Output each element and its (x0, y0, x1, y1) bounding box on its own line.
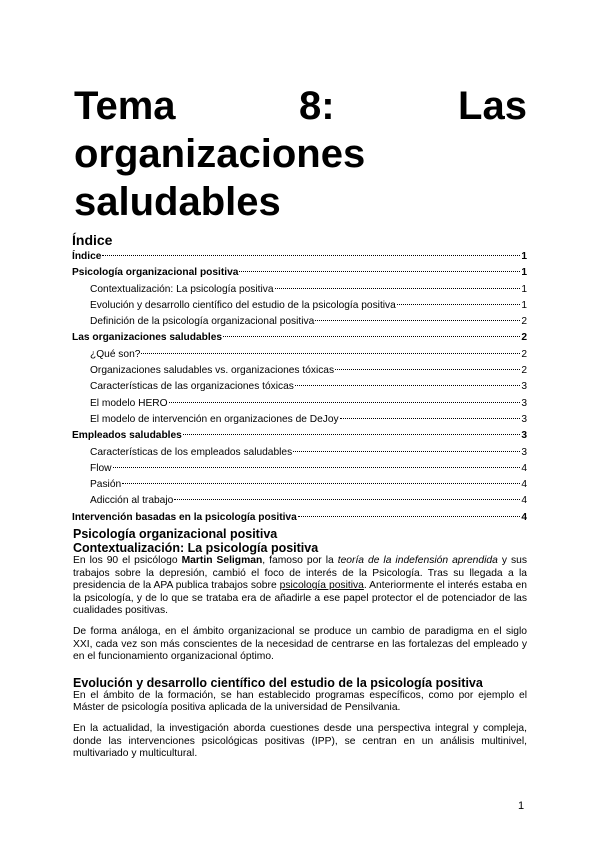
toc-entry-text: El modelo de intervención en organizaciones de DeJoy (90, 413, 339, 425)
toc-entry[interactable] (72, 249, 527, 265)
toc-entry-text: Características de los empleados saludables (90, 446, 293, 458)
toc-leader-dots (122, 483, 520, 484)
page-number: 1 (518, 800, 525, 812)
person-name: Martin Seligman (181, 555, 263, 566)
toc-page-number: 4 (521, 462, 527, 474)
toc-entry[interactable] (72, 282, 527, 298)
toc-entry-text: Contextualización: La psicología positiva (90, 283, 274, 295)
toc-entry[interactable] (72, 428, 527, 444)
toc-entry[interactable] (72, 396, 527, 412)
toc-page-number: 4 (521, 495, 527, 507)
toc-entry[interactable] (72, 477, 527, 493)
toc-entry[interactable] (72, 330, 527, 346)
toc-page-number: 3 (521, 397, 527, 409)
theory-name: teoría de la indefensión aprendida (337, 555, 498, 566)
paragraph: En el ámbito de la formación, se han establecido programas específicos, como por ejemplo el Máster de psicología positiva aplicada de la universidad de Pensilvania. (73, 689, 527, 714)
toc-entry[interactable] (72, 265, 527, 281)
toc-entry[interactable] (72, 445, 527, 461)
toc-entry-text: El modelo HERO (90, 397, 168, 409)
toc-leader-dots (275, 288, 521, 289)
index-heading: Índice (72, 232, 113, 248)
toc-leader-dots (397, 304, 521, 305)
document-title (74, 82, 527, 226)
toc-entry[interactable] (72, 493, 527, 509)
toc-page-number: 1 (521, 283, 527, 295)
toc-entry-text: Adicción al trabajo (90, 495, 174, 507)
toc-entry-text: Organizaciones saludables vs. organizaciones tóxicas (90, 365, 335, 377)
toc-entry-text: Pasión (90, 479, 122, 491)
toc-leader-dots (239, 271, 520, 272)
toc-entry-text: Psicología organizacional positiva (72, 267, 239, 279)
toc-leader-dots (295, 385, 520, 386)
title-word: 8: (299, 84, 335, 128)
toc-entry-text: Intervención basadas en la psicología positiva (72, 511, 297, 523)
paragraph: En los 90 el psicólogo Martin Seligman, famoso por la teoría de la indefensión aprendida y sus trabajos sobre la depresión, cambió el foco de interés de la Psicología. Tras su llegada a la presidencia de la APA publica trabajos sobre psicología positiva. Anteriormente el interés estaba en la psicología, y de lo que se trataba era de añadirle a ese papel protector el de potenciador de las cualidades positivas. (73, 555, 528, 617)
toc-entry-text: ¿Qué son? (90, 348, 141, 360)
paragraph: En la actualidad, la investigación aborda cuestiones desde una perspectiva integral y compleja, donde las intervenciones psicológicas positivas (IPP), se centran en un análisis multinivel, multivariado y multicultural. (73, 722, 527, 760)
title-word: Las (458, 84, 527, 128)
toc-leader-dots (183, 434, 520, 435)
title-line-3: saludables (74, 180, 281, 224)
toc-page-number: 2 (521, 316, 527, 328)
toc-entry[interactable] (72, 510, 527, 526)
toc-entry-text: Características de las organizaciones tóxicas (90, 381, 294, 393)
toc-page-number: 2 (521, 332, 527, 344)
toc-leader-dots (141, 353, 520, 354)
toc-page-number: 2 (521, 365, 527, 377)
title-word: Tema (74, 84, 176, 128)
toc-entry[interactable] (72, 461, 527, 477)
toc-leader-dots (102, 255, 520, 256)
section-heading: Psicología organizacional positiva (73, 527, 278, 541)
toc-leader-dots (223, 336, 520, 337)
toc-entry[interactable] (72, 412, 527, 428)
toc-entry[interactable] (72, 379, 527, 395)
toc-entry-text: Índice (72, 251, 102, 262)
toc-page-number: 4 (521, 511, 527, 523)
toc-leader-dots (113, 467, 521, 468)
toc-entry-text: Flow (90, 462, 112, 474)
toc-page-number: 3 (521, 381, 527, 393)
toc-page-number: 3 (521, 446, 527, 458)
table-of-contents (72, 249, 527, 526)
toc-page-number: 4 (521, 479, 527, 491)
toc-entry-text: Empleados saludables (72, 430, 182, 442)
toc-leader-dots (335, 369, 520, 370)
toc-entry-text: Las organizaciones saludables (72, 332, 223, 344)
paragraph: De forma análoga, en el ámbito organizacional se produce un cambio de paradigma en el siglo XXI, cada vez son más conscientes de la necesidad de centrarse en las fortalezas del empleado y en el funcionamiento organizacional óptimo. (73, 625, 527, 663)
toc-entry[interactable] (72, 347, 527, 363)
toc-leader-dots (293, 451, 520, 452)
toc-entry-text: Definición de la psicología organizacional positiva (90, 316, 315, 328)
subsection-heading: Contextualización: La psicología positiva (73, 541, 319, 555)
toc-leader-dots (298, 516, 521, 517)
toc-page-number: 1 (521, 299, 527, 311)
subsection-heading: Evolución y desarrollo científico del estudio de la psicología positiva (73, 675, 483, 690)
toc-page-number: 1 (521, 267, 527, 279)
title-line-1 (74, 82, 527, 130)
title-line-2: organizaciones (74, 132, 366, 176)
underlined-term: psicología positiva (279, 580, 364, 592)
toc-entry[interactable] (72, 298, 527, 314)
toc-leader-dots (174, 499, 520, 500)
toc-entry[interactable] (72, 314, 527, 330)
toc-leader-dots (340, 418, 521, 419)
toc-entry-text: Evolución y desarrollo científico del estudio de la psicología positiva (90, 299, 396, 311)
toc-entry[interactable] (72, 363, 527, 379)
document-body (73, 527, 527, 761)
toc-page-number: 1 (521, 251, 527, 262)
toc-page-number: 3 (521, 430, 527, 442)
toc-page-number: 2 (521, 348, 527, 360)
toc-leader-dots (315, 320, 520, 321)
toc-leader-dots (169, 402, 521, 403)
toc-page-number: 3 (521, 413, 527, 425)
